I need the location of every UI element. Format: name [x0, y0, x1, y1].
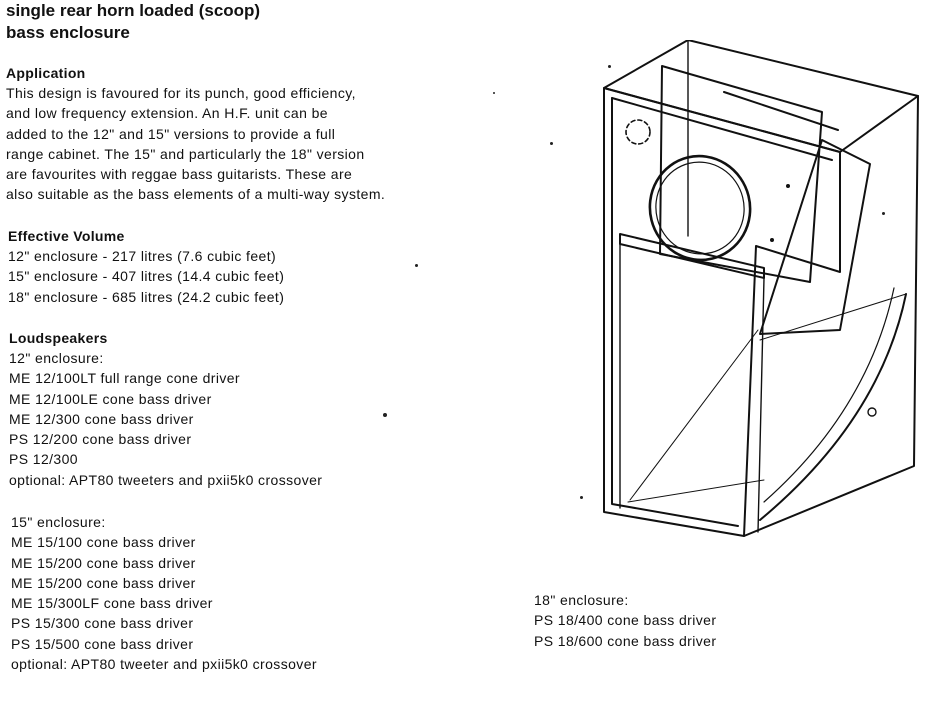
driver-item: PS 12/300: [9, 451, 78, 468]
speck: [550, 142, 553, 145]
scoop-throat-panel: [760, 140, 870, 334]
diagonal-line: [628, 480, 764, 502]
volume-line: 15" enclosure - 407 litres (14.4 cubic feet): [8, 268, 285, 285]
title-line-2: bass enclosure: [6, 23, 130, 42]
woofer-cutout-inner: [646, 153, 754, 264]
driver-item: PS 15/300 cone bass driver: [11, 615, 194, 632]
application-line: also suitable as the bass elements of a multi-way system.: [6, 186, 386, 203]
driver-item: ME 15/200 cone bass driver: [11, 574, 196, 591]
application-line: are favourites with reggae bass guitarists. These are: [6, 166, 353, 183]
effective-volume-section: [8, 226, 284, 307]
application-line: This design is favoured for its punch, good efficiency,: [6, 85, 356, 101]
application-line: range cabinet. The 15" and particularly the 18" version: [6, 145, 365, 162]
enclosure-15-label: 15" enclosure:: [11, 514, 106, 530]
driver-item: PS 18/400 cone bass driver: [534, 612, 717, 629]
driver-item: ME 12/300 cone bass driver: [9, 410, 194, 427]
loudspeakers-heading: Loudspeakers: [9, 330, 108, 346]
driver-item: optional: APT80 tweeter and pxii5k0 crossover: [11, 656, 317, 673]
diagonal-line: [760, 294, 906, 340]
diagonal-line: [630, 330, 758, 500]
driver-item: ME 15/100 cone bass driver: [11, 534, 196, 551]
speck: [383, 413, 387, 417]
driver-item: PS 12/200 cone bass driver: [9, 431, 192, 448]
speck: [415, 264, 418, 267]
driver-item: ME 12/100LE cone bass driver: [9, 390, 212, 407]
application-line: added to the 12" and 15" versions to provide a full: [6, 125, 336, 142]
enclosure-18-section: [534, 590, 716, 651]
speck: [580, 496, 583, 499]
driver-item: PS 18/600 cone bass driver: [534, 632, 717, 649]
speck: [882, 212, 885, 215]
cabinet-top-face: [604, 40, 918, 152]
enclosure-18-label: 18" enclosure:: [534, 592, 629, 608]
driver-item: ME 12/100LT full range cone driver: [9, 370, 240, 387]
application-section: [6, 63, 385, 205]
cabinet-front-frame: [604, 88, 840, 536]
hf-unit-cutout: [626, 120, 650, 144]
driver-item: ME 15/200 cone bass driver: [11, 554, 196, 571]
application-line: and low frequency extension. An H.F. unit can be: [6, 105, 328, 122]
speck: [770, 238, 774, 242]
driver-item: PS 15/500 cone bass driver: [11, 635, 194, 652]
cabinet-right-side: [744, 96, 918, 536]
volume-line: 12" enclosure - 217 litres (7.6 cubic feet): [8, 248, 277, 264]
lower-center-edge: [758, 278, 764, 532]
document-title: [6, 0, 260, 44]
enclosure-12-label: 12" enclosure:: [9, 350, 104, 366]
screw-detail: [868, 408, 876, 416]
speck: [493, 92, 495, 94]
speck: [608, 65, 611, 68]
enclosure-diagram: [560, 40, 920, 550]
front-inner-top-edge: [612, 98, 832, 160]
horn-curve-inner: [764, 288, 894, 502]
title-line-1: single rear horn loaded (scoop): [6, 1, 261, 20]
driver-item: ME 15/300LF cone bass driver: [11, 595, 213, 612]
volume-line: 18" enclosure - 685 litres (24.2 cubic feet): [8, 288, 285, 305]
speck: [786, 184, 790, 188]
effective-volume-heading: Effective Volume: [8, 228, 125, 244]
driver-item: optional: APT80 tweeters and pxii5k0 crossover: [9, 471, 323, 488]
loudspeakers-section: [9, 328, 322, 490]
enclosure-15-section: [11, 512, 317, 674]
application-heading: Application: [6, 65, 86, 81]
divider-shelf: [620, 234, 764, 278]
